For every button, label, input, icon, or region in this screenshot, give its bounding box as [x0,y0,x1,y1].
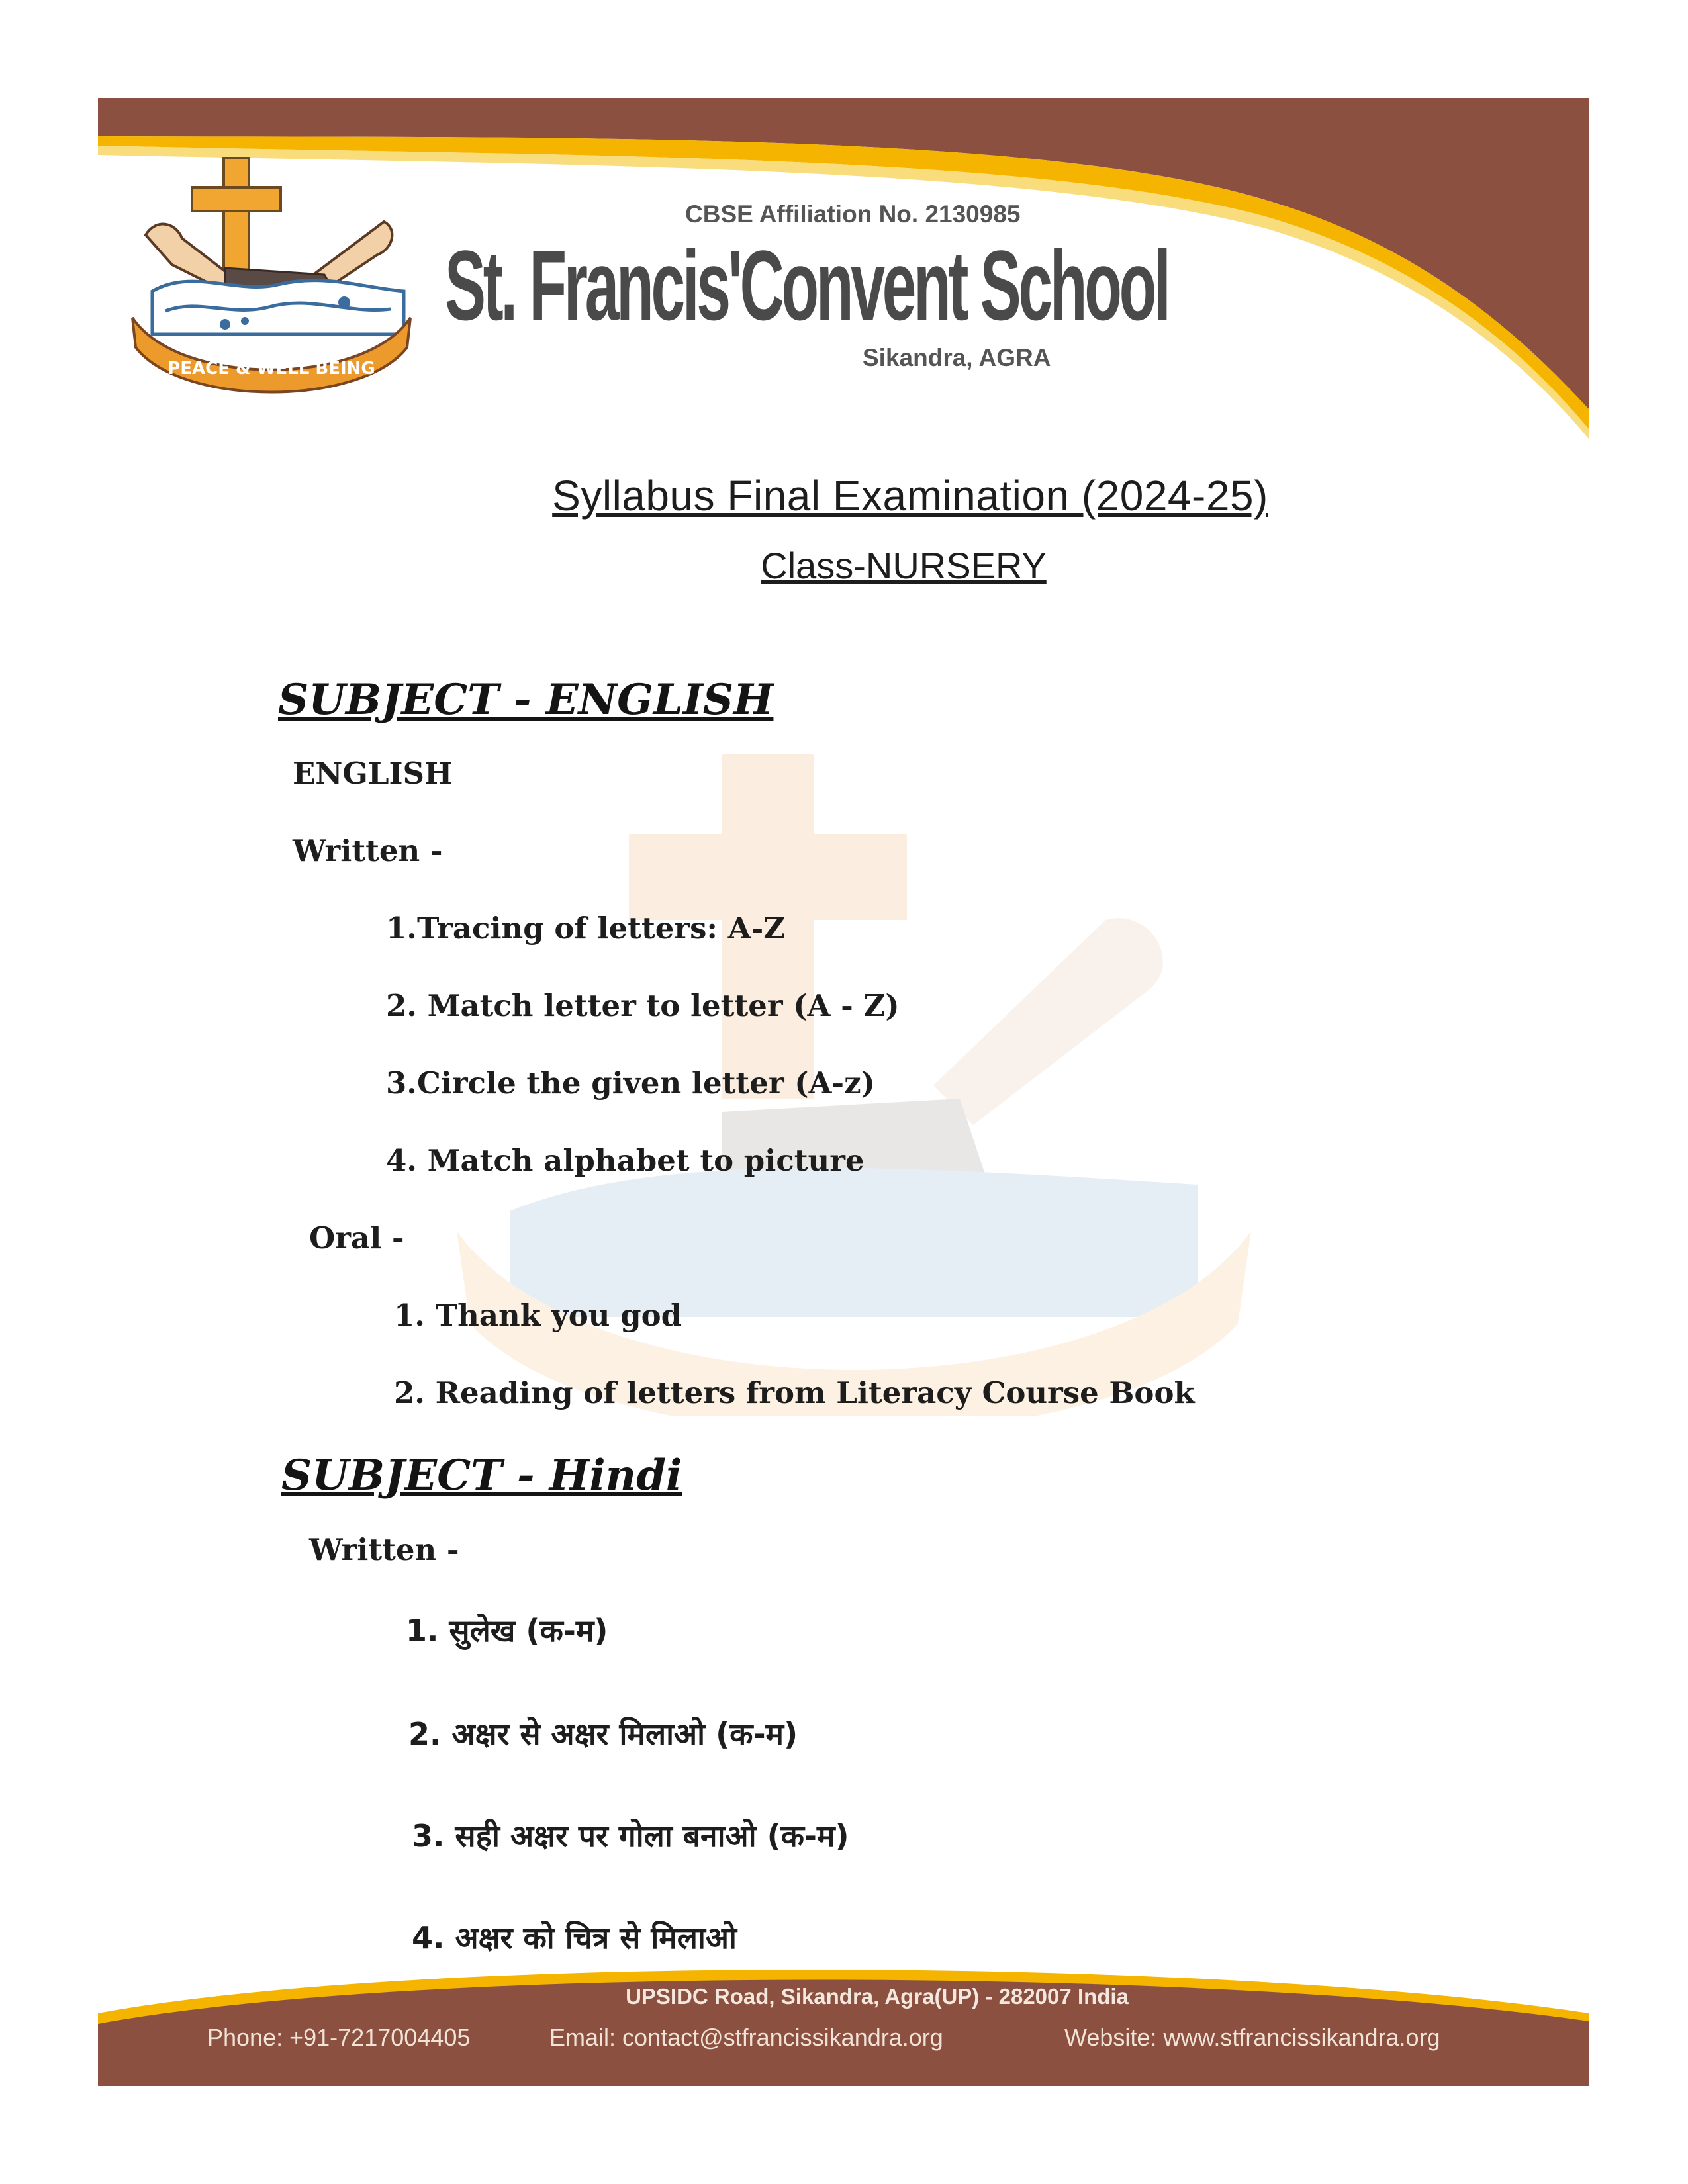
school-location: Sikandra, AGRA [863,344,1051,371]
footer-address: UPSIDC Road, Sikandra, Agra(UP) - 282007 India [626,1984,1129,2009]
footer-banner [98,1952,1589,2086]
class-title: Class-NURSERY [761,545,1047,586]
document-title: Syllabus Final Examination (2024-25) [552,472,1268,520]
hindi-written-label: Written - [309,1532,459,1567]
english-oral-label: Oral - [309,1220,404,1255]
english-written-label: Written - [293,833,443,868]
english-written-item: 4. Match alphabet to picture [386,1143,865,1178]
hindi-written-item: 3. सही अक्षर पर गोला बनाओ (क-म) [412,1818,849,1854]
english-oral-item: 2. Reading of letters from Literacy Course Book [394,1375,1195,1410]
hindi-subject-heading: SUBJECT - Hindi [281,1451,682,1500]
english-subject-label: ENGLISH [293,756,453,791]
hindi-written-item: 1. सुलेख (क-म) [406,1613,608,1649]
footer-email-link[interactable]: Email: contact@stfrancissikandra.org [549,2024,943,2051]
english-oral-item: 1. Thank you god [394,1298,682,1333]
footer-website-link[interactable]: Website: www.stfrancissikandra.org [1064,2024,1440,2051]
school-name: St. Francis'Convent School [445,230,1168,341]
english-written-item: 2. Match letter to letter (A - Z) [386,988,900,1023]
affiliation-number: CBSE Affiliation No. 2130985 [685,201,1021,228]
logo-motto: PEACE & WELL BEING [167,359,375,379]
english-subject-heading: SUBJECT - ENGLISH [278,675,774,725]
school-logo [126,156,417,394]
hindi-written-item: 2. अक्षर से अक्षर मिलाओ (क-म) [408,1716,798,1752]
english-written-item: 3.Circle the given letter (A-z) [386,1066,875,1101]
hindi-written-item: 4. अक्षर को चित्र से मिलाओ [412,1920,737,1956]
footer-phone: Phone: +91-7217004405 [207,2024,471,2051]
english-written-item: 1.Tracing of letters: A-Z [386,911,786,946]
